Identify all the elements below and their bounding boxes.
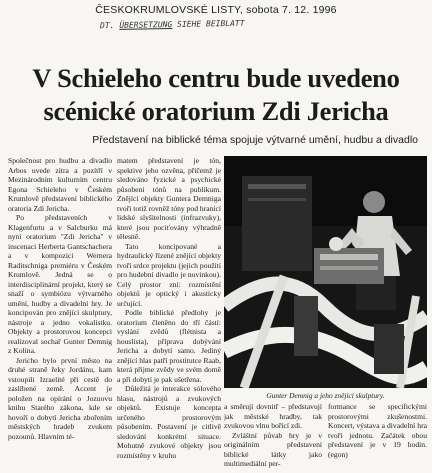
article-subheadline: Představení na biblické téma spojuje výtvarné umění, hudbu a divadlo xyxy=(92,134,418,146)
handnote-prefix: DT. xyxy=(99,21,115,31)
paragraph: Podle biblické předlohy je oratorium členěno do tří částí: vyslání zvědů (flétnista a houslista), příprava dobývání Jericha a dobytí samo. Jediný znějící hlas patří prostitutce Raab, která přijme zvědy ve svém domě a při dobytí je pak ušetřena. xyxy=(117,308,221,384)
handwritten-note xyxy=(100,19,245,31)
paragraph: formance se specifickými prostorovými zkušenostmi. Koncert, výstava a divadelní hra tvoří jednotu. Začátek obou představení je v 19 hodin. (egon) xyxy=(328,402,427,459)
paragraph: Po představeních v Klagenfurtu a v Salcburku má nyní oratorium "Zdi Jericha" v inscenaci Herberta Gantschachera a v kompozici Wernera Raditschniga premiéru v Českém Krumlově. Jedná se o interdisciplinární projekt, který se snaží o symbiózu výtvarného umění, hudby a divadelní hry. Je koncipován pro znějící skulptury, nástroje a jedno vokalistku. Objekty a prostorovou koncepci realizoval sochař Gunter Demnig z Kolína. xyxy=(8,213,112,355)
article-photo xyxy=(224,156,427,388)
paragraph: Důležitá je interakce sólového hlasu, nástrojů a zvukových objektů. Existuje koncepta určeného prostorovým působením. Postavení je citlivě sledování konkrétní situace. Mohutně zvukové objekty jsou rozmístěny v kruhu xyxy=(117,384,221,460)
newspaper-masthead: ČESKOKRUMLOVSKÉ LISTY, sobota 7. 12. 1996 xyxy=(95,4,337,16)
sculpture-photo-illustration xyxy=(224,156,427,388)
paragraph: a směrují dovnitř – představují jak městské hradby, tak zvukovou vlnu bořící zdi. xyxy=(224,402,322,430)
paragraph: Jericho bylo první město na druhé straně řeky Jordánu, kam vstoupili Izraelité při cestě do zaslíbené země. Accent je položen na opírání o Jozuovu knihu Starého zákona, kde se hovoří o dobytí Jericha zbořením městských hradeb zvukem pozounů. Hlavním té- xyxy=(8,355,112,441)
paragraph: Tato koncipované a hydraulický řízené znějící objekty tvoří srdce projektu (jejich použití pro hudební divadlo je novinkou). Celý prostor zní: rozmístění objektů je optický i akusticky určující. xyxy=(117,241,221,308)
handnote-suffix: SIEHE BEIBLATT xyxy=(177,18,245,29)
text-column-4 xyxy=(328,402,427,468)
headline-line-2: scénické oratorium Zdi Jericha xyxy=(43,96,389,126)
text-column-1 xyxy=(8,156,112,468)
headline-line-1: V Schieleho centru bude uvedeno xyxy=(32,63,400,93)
text-column-3 xyxy=(224,402,322,468)
handnote-underlined: ÜBERSETZUNG xyxy=(119,20,173,30)
text-column-2 xyxy=(117,156,221,468)
paragraph: Zvláštní půvab hry je v originálním představení biblické látky jako multimediální per- xyxy=(224,430,322,468)
photo-caption: Gunter Demnig a jeho znějící skulptury. xyxy=(266,391,385,400)
paragraph: matem představení je tón, spektive jeho ozvěna, přičemž je sledováno fyzické a psychické působení tónů na publikum. Znějící objekty Guntera Demniga tvoří totiž rovněž tóny pod hranicí lidské slyšitelnosti (infrazvuky), které jsou pociťovány výhradně tělesně. xyxy=(117,156,221,241)
article-headline xyxy=(0,62,432,128)
paragraph: Společnost pro hudbu a divadlo Arbos uvede zítra a pozítří v Mezinárodním kulturním centru Egona Schieleho v Českém Krumlově představení biblického oratoria Zdi Jericha. xyxy=(8,156,112,213)
